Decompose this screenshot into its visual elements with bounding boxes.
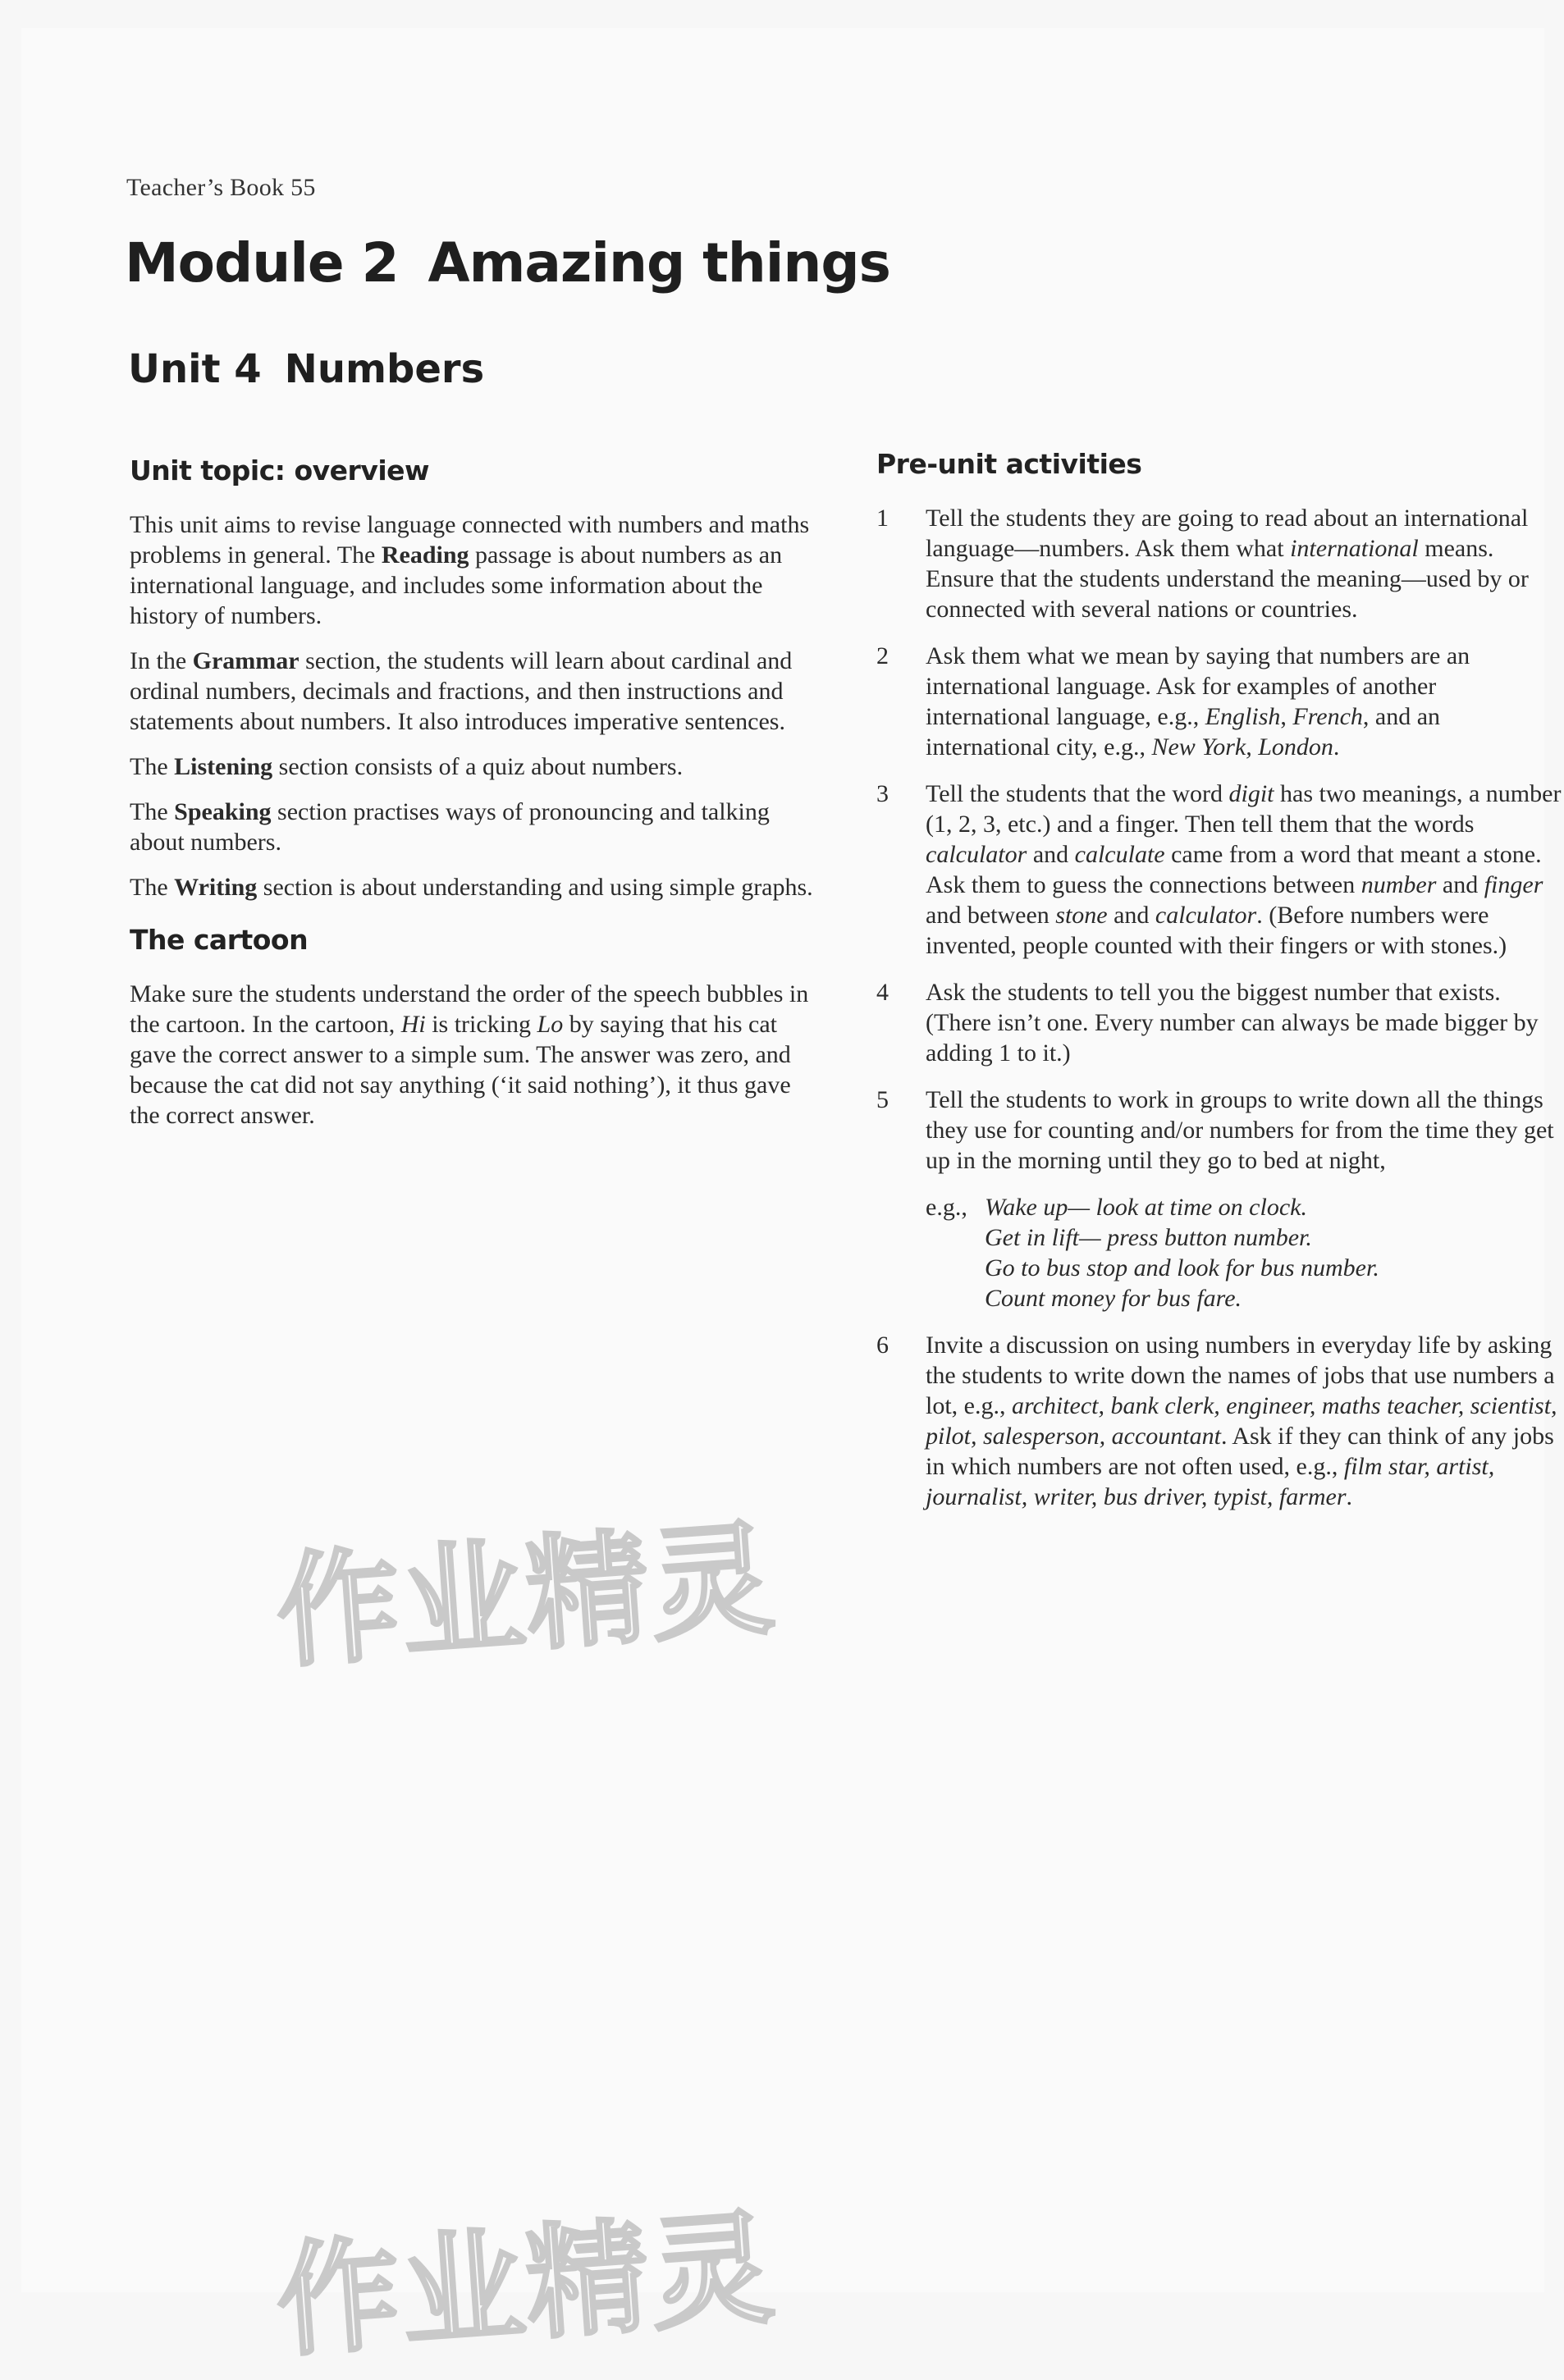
example-line: Wake up— look at time on clock. <box>985 1194 1307 1221</box>
example-line: Go to bus stop and look for bus number. <box>985 1254 1379 1281</box>
activity-item <box>876 977 1564 1068</box>
watermark: 作业精灵 <box>272 2196 780 2374</box>
activity-number: 2 <box>876 642 889 669</box>
unit-label: Unit 4 <box>128 346 262 392</box>
overview-paragraph-grammar: In the Grammar section, the students will learn about cardinal and ordinal numbers, decimals and fractions, and then instructions and statements about numbers. It also introduces imperative sentences. <box>130 647 793 735</box>
unit-name: Numbers <box>284 346 485 392</box>
activity-text: Tell the students that the word digit has two meanings, a number (1, 2, 3, etc.) and a finger. Then tell them that the words calculator and calculate came from a word that meant a stone. Ask them to guess the connections between number and finger and between stone and calculator. (Before numbers were invented, people counted with their fingers or with stones.) <box>926 780 1562 959</box>
activity-text: Tell the students they are going to read about an international language—numbers. Ask them what international means. Ensure that the students understand the meaning—used by or connected with several nations or countries. <box>926 505 1529 623</box>
activity-number: 5 <box>876 1086 889 1113</box>
activity-number: 4 <box>876 979 889 1006</box>
example-label: e.g., <box>926 1194 967 1221</box>
activity-number: 1 <box>876 505 889 532</box>
left-column <box>130 455 819 1145</box>
activity-item <box>876 1330 1564 1512</box>
activity-text: Ask them what we mean by saying that numbers are an international language. Ask for examples of another international language, e.g., English, French, and an international city, e.g., New York, London. <box>926 642 1470 761</box>
activity-number: 6 <box>876 1332 889 1359</box>
pre-unit-heading: Pre-unit activities <box>876 448 1142 480</box>
unit-title <box>128 346 484 392</box>
activity-text: Ask the students to tell you the biggest number that exists. (There isn’t one. Every number can always be made bigger by adding 1 to it.) <box>926 979 1539 1067</box>
module-title <box>125 231 890 295</box>
watermark: 作业精灵 <box>272 1507 780 1685</box>
overview-paragraph-reading: This unit aims to revise language connected with numbers and maths problems in general. The Reading passage is about numbers as an international language, and includes some information about the history of numbers. <box>130 511 810 629</box>
running-head: Teacher’s Book 55 <box>126 174 316 201</box>
overview-paragraph-speaking: The Speaking section practises ways of pronouncing and talking about numbers. <box>130 798 770 856</box>
activity-number: 3 <box>876 780 889 807</box>
example-list <box>926 1192 1564 1313</box>
activity-item <box>876 1085 1564 1176</box>
activity-item <box>876 779 1564 961</box>
activity-text: Invite a discussion on using numbers in everyday life by asking the students to write down the names of jobs that use numbers a lot, e.g., architect, bank clerk, engineer, maths teacher, scientist, pilot, salesperson, accountant. Ask if they can think of any jobs in which numbers are not often used, e.g., film star, artist, journalist, writer, bus driver, typist, farmer. <box>926 1332 1557 1510</box>
module-name: Amazing things <box>428 231 890 295</box>
example-line: Count money for bus fare. <box>985 1285 1242 1312</box>
activity-item <box>876 641 1564 762</box>
example-lines <box>985 1192 1379 1313</box>
overview-heading: Unit topic: overview <box>130 455 430 487</box>
cartoon-heading: The cartoon <box>130 924 309 956</box>
activity-text: Tell the students to work in groups to write down all the things they use for counting and/or numbers for from the time they get up in the morning until they go to bed at night, <box>926 1086 1554 1174</box>
activity-item <box>876 503 1564 624</box>
example-line: Get in lift— press button number. <box>985 1224 1312 1251</box>
module-label: Module 2 <box>125 231 399 295</box>
overview-paragraph-writing: The Writing section is about understanding and using simple graphs. <box>130 874 813 901</box>
cartoon-paragraph: Make sure the students understand the order of the speech bubbles in the cartoon. In the cartoon, Hi is tricking Lo by saying that his cat gave the correct answer to a simple sum. The answer was zero, and because the cat did not say anything (‘it said nothing’), it thus gave the correct answer. <box>130 980 809 1129</box>
overview-paragraph-listening: The Listening section consists of a quiz about numbers. <box>130 753 684 780</box>
right-column <box>876 448 1564 1528</box>
page <box>21 28 1562 2374</box>
